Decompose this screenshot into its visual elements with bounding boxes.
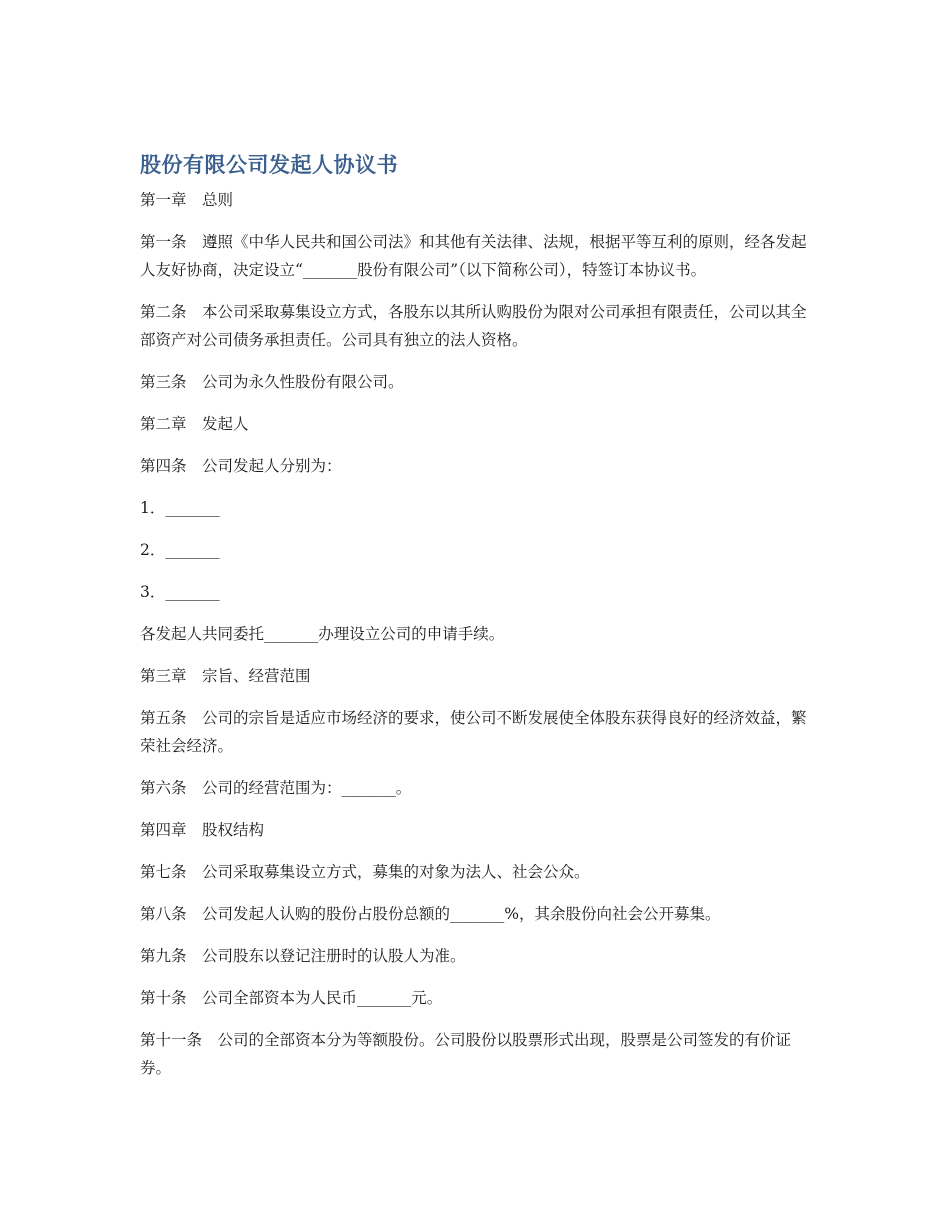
- article-3: 第三条 公司为永久性股份有限公司。: [140, 373, 404, 391]
- promoter-item-2: 2．_______: [140, 541, 220, 559]
- chapter-2-heading: 第二章 发起人: [140, 415, 249, 433]
- delegation-clause: 各发起人共同委托_______办理设立公司的申请手续。: [140, 625, 505, 643]
- article-5: 第五条 公司的宗旨是适应市场经济的要求，使公司不断发展使全体股东获得良好的经济效益，繁荣社会经济。: [140, 709, 807, 755]
- article-9: 第九条 公司股东以登记注册时的认股人为准。: [140, 947, 466, 965]
- article-1: 第一条 遵照《中华人民共和国公司法》和其他有关法律、法规，根据平等互利的原则，经各发起人友好协商，决定设立“_______股份有限公司”（以下简称公司），特签订本协议书。: [140, 233, 807, 279]
- chapter-4-heading: 第四章 股权结构: [140, 821, 265, 839]
- article-8: 第八条 公司发起人认购的股份占股份总额的_______%，其余股份向社会公开募集。: [140, 905, 721, 923]
- article-10: 第十条 公司全部资本为人民币_______元。: [140, 989, 443, 1007]
- article-4: 第四条 公司发起人分别为：: [140, 457, 342, 475]
- chapter-3-heading: 第三章 宗旨、经营范围: [140, 667, 311, 685]
- article-6: 第六条 公司的经营范围为：_______。: [140, 779, 412, 797]
- chapter-1-heading: 第一章 总则: [140, 191, 234, 209]
- document-page: [140, 150, 812, 1096]
- article-11: 第十一条 公司的全部资本分为等额股份。公司股份以股票形式出现，股票是公司签发的有价证券。: [140, 1031, 792, 1077]
- promoter-item-3: 3．_______: [140, 583, 220, 601]
- article-7: 第七条 公司采取募集设立方式，募集的对象为法人、社会公众。: [140, 863, 590, 881]
- promoter-item-1: 1．_______: [140, 499, 220, 517]
- document-title: 股份有限公司发起人协议书: [140, 153, 398, 177]
- article-2: 第二条 本公司采取募集设立方式，各股东以其所认购股份为限对公司承担有限责任，公司以其全部资产对公司债务承担责任。公司具有独立的法人资格。: [140, 303, 807, 349]
